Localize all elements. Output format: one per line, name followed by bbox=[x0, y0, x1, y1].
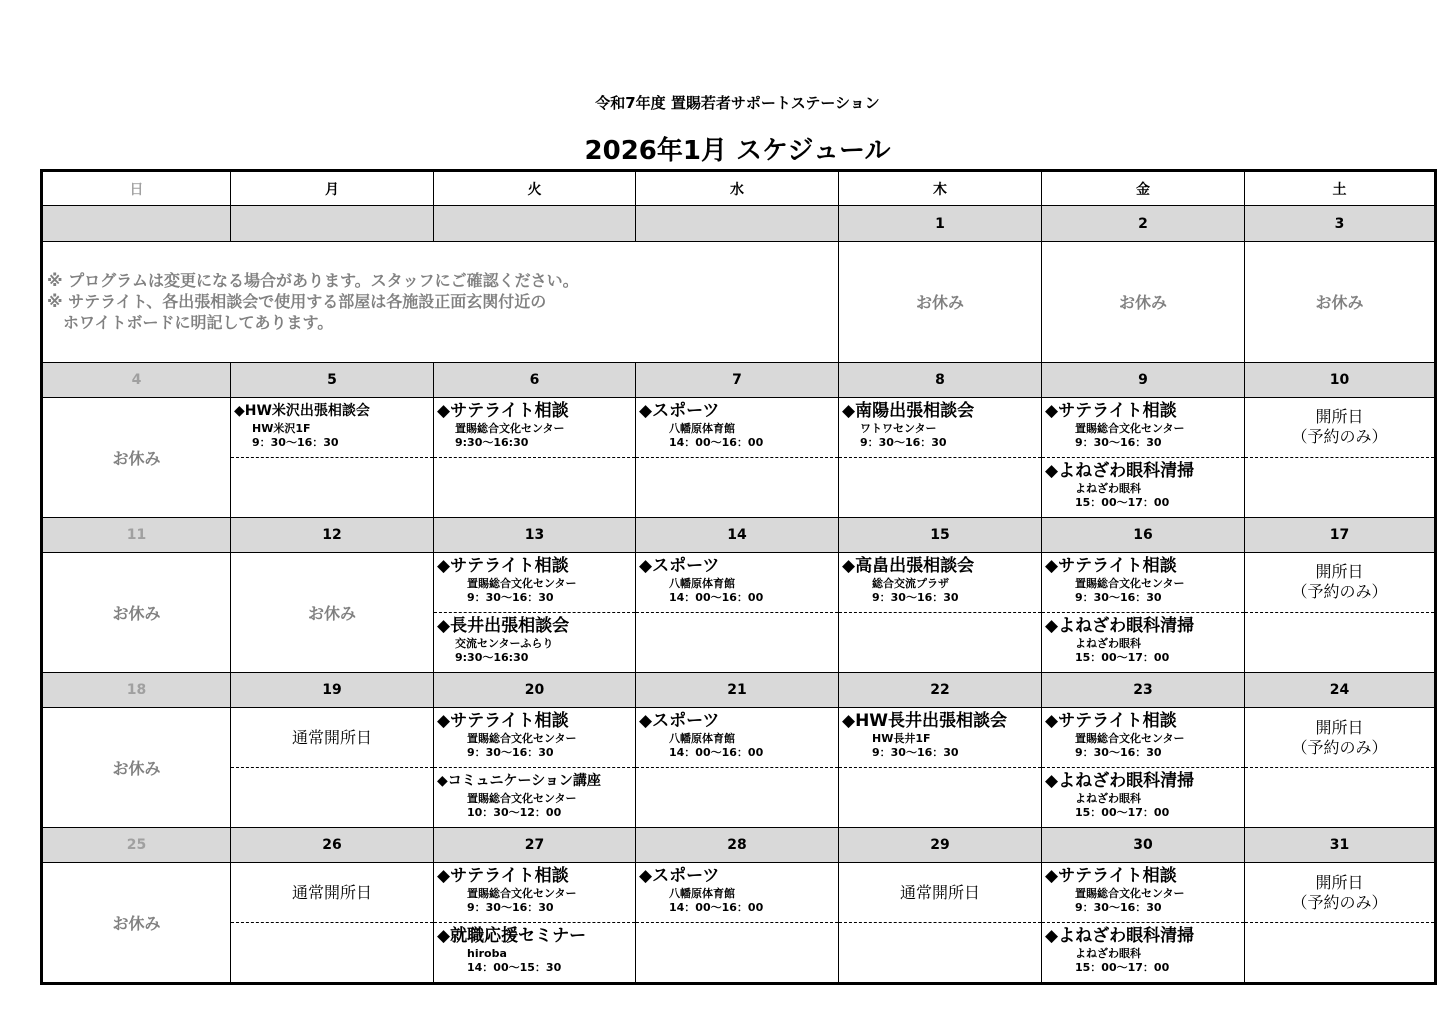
event-name: ◆就職応援セミナー bbox=[437, 926, 587, 947]
event-cell bbox=[1042, 923, 1245, 984]
date-cell bbox=[434, 206, 636, 241]
week1-content-row bbox=[42, 241, 1436, 362]
event-place: よねざわ眼科 bbox=[1075, 791, 1141, 805]
weekday-header-row bbox=[42, 171, 1436, 206]
event bbox=[636, 708, 838, 760]
week4-date-row bbox=[42, 672, 1436, 707]
weekday-wed: 水 bbox=[636, 171, 839, 206]
date-cell: 10 bbox=[1245, 362, 1436, 397]
event bbox=[1042, 458, 1244, 510]
date-cell: 23 bbox=[1042, 672, 1245, 707]
event-cell bbox=[1042, 863, 1245, 923]
empty-slot bbox=[636, 457, 839, 517]
open-day-cell bbox=[1245, 708, 1436, 768]
event-name: ◆サテライト相談 bbox=[437, 556, 569, 577]
closed-label: お休み bbox=[42, 708, 231, 828]
event-cell bbox=[434, 398, 636, 458]
weekday-thu: 木 bbox=[839, 171, 1042, 206]
week5-slot-bottom bbox=[42, 923, 1436, 984]
date-cell: 12 bbox=[231, 517, 434, 552]
week2-date-row bbox=[42, 362, 1436, 397]
event-cell bbox=[434, 863, 636, 923]
event-name: ◆HW長井出張相談会 bbox=[842, 711, 1008, 732]
date-cell: 15 bbox=[839, 517, 1042, 552]
date-cell: 5 bbox=[231, 362, 434, 397]
empty-slot bbox=[636, 923, 839, 984]
empty-slot bbox=[839, 612, 1042, 672]
event-name: ◆よねざわ眼科清掃 bbox=[1045, 926, 1195, 947]
event bbox=[1042, 553, 1244, 605]
weekday-fri: 金 bbox=[1042, 171, 1245, 206]
date-cell: 19 bbox=[231, 672, 434, 707]
event-cell bbox=[636, 708, 839, 768]
empty-slot bbox=[839, 457, 1042, 517]
date-cell: 11 bbox=[42, 517, 231, 552]
open-day-cell bbox=[1245, 553, 1436, 613]
regular-open-day: 通常開所日 bbox=[231, 863, 434, 923]
event-cell bbox=[1042, 457, 1245, 517]
event bbox=[434, 863, 635, 915]
weekday-tue: 火 bbox=[434, 171, 636, 206]
event bbox=[839, 398, 1041, 450]
event-place: 置賜総合文化センター bbox=[467, 732, 577, 746]
event-place: 八幡原体育館 bbox=[669, 577, 735, 591]
empty-slot bbox=[434, 457, 636, 517]
event-place: 置賜総合文化センター bbox=[1075, 732, 1185, 746]
date-cell: 14 bbox=[636, 517, 839, 552]
empty-slot bbox=[231, 923, 434, 984]
empty-slot bbox=[636, 767, 839, 827]
event-name: ◆長井出張相談会 bbox=[437, 615, 570, 636]
event-time: 9：30～16：30 bbox=[1075, 591, 1162, 605]
event-place: 置賜総合文化センター bbox=[1075, 422, 1185, 436]
week2-slot-bottom bbox=[42, 457, 1436, 517]
event-time: 14：00～16：00 bbox=[669, 591, 764, 605]
event-cell bbox=[231, 398, 434, 458]
weekday-sun: 日 bbox=[42, 171, 231, 206]
event-cell bbox=[1042, 708, 1245, 768]
date-cell: 2 bbox=[1042, 206, 1245, 241]
week5-date-row bbox=[42, 827, 1436, 862]
event bbox=[434, 613, 635, 665]
week1-date-row bbox=[42, 206, 1436, 241]
event-time: 9：30～16：30 bbox=[252, 436, 339, 450]
weekday-mon: 月 bbox=[231, 171, 434, 206]
date-cell: 27 bbox=[434, 827, 636, 862]
date-cell: 9 bbox=[1042, 362, 1245, 397]
event-place: 八幡原体育館 bbox=[669, 732, 735, 746]
event bbox=[1042, 768, 1244, 820]
reservation-only-label: （予約のみ） bbox=[1291, 737, 1388, 757]
event-cell bbox=[636, 863, 839, 923]
empty-slot bbox=[1245, 612, 1436, 672]
open-day-label: 開所日 bbox=[1315, 717, 1364, 737]
program-notice bbox=[42, 241, 839, 362]
event-place: 八幡原体育館 bbox=[669, 422, 735, 436]
event bbox=[434, 768, 635, 820]
reservation-only-label: （予約のみ） bbox=[1291, 427, 1388, 447]
event-place: ワトワセンター bbox=[860, 422, 937, 436]
week3-date-row bbox=[42, 517, 1436, 552]
event-time: 14：00～16：00 bbox=[669, 436, 764, 450]
week4-slot-top bbox=[42, 708, 1436, 768]
date-cell: 28 bbox=[636, 827, 839, 862]
event-place: 八幡原体育館 bbox=[669, 887, 735, 901]
event-cell bbox=[434, 767, 636, 827]
week5-slot-top bbox=[42, 863, 1436, 923]
closed-label: お休み bbox=[42, 553, 231, 673]
closed-label: お休み bbox=[42, 863, 231, 984]
event-cell bbox=[636, 553, 839, 613]
event-time: 14：00～16：00 bbox=[669, 901, 764, 915]
date-cell: 25 bbox=[42, 827, 231, 862]
open-day-cell bbox=[1245, 863, 1436, 923]
date-cell: 6 bbox=[434, 362, 636, 397]
event-cell bbox=[839, 398, 1042, 458]
date-cell: 7 bbox=[636, 362, 839, 397]
event bbox=[1042, 863, 1244, 915]
event-cell bbox=[839, 553, 1042, 613]
event-name: ◆高畠出張相談会 bbox=[842, 556, 975, 577]
empty-slot bbox=[231, 767, 434, 827]
event bbox=[1042, 613, 1244, 665]
event-name: ◆サテライト相談 bbox=[1045, 556, 1177, 577]
schedule-calendar bbox=[40, 169, 1437, 985]
event-place: よねざわ眼科 bbox=[1075, 947, 1141, 961]
event bbox=[434, 398, 635, 450]
event-name: ◆スポーツ bbox=[639, 401, 720, 422]
date-cell bbox=[42, 206, 231, 241]
event-name: ◆HW米沢出張相談会 bbox=[234, 403, 370, 420]
event-time: 9：30～16：30 bbox=[467, 746, 554, 760]
date-cell: 1 bbox=[839, 206, 1042, 241]
event-cell bbox=[1042, 553, 1245, 613]
event-place: 置賜総合文化センター bbox=[467, 887, 577, 901]
event bbox=[434, 553, 635, 605]
event-time: 9：30～16：30 bbox=[1075, 901, 1162, 915]
empty-slot bbox=[636, 612, 839, 672]
organization-subtitle: 令和7年度 置賜若者サポートステーション bbox=[595, 94, 880, 112]
event-time: 15：00～17：00 bbox=[1075, 495, 1170, 509]
notice-line: ※ サテライト、各出張相談会で使用する部屋は各施設正面玄関付近の bbox=[47, 292, 547, 312]
event-time: 10：30～12：00 bbox=[467, 805, 562, 819]
event bbox=[636, 398, 838, 450]
event bbox=[1042, 923, 1244, 975]
event-name: ◆サテライト相談 bbox=[437, 711, 569, 732]
event-cell bbox=[434, 923, 636, 984]
event-name: ◆スポーツ bbox=[639, 711, 720, 732]
event-time: 9：30～16：30 bbox=[872, 591, 959, 605]
event-name: ◆サテライト相談 bbox=[437, 866, 569, 887]
event-place: 置賜総合文化センター bbox=[467, 791, 577, 805]
event-time: 9：30～16：30 bbox=[467, 901, 554, 915]
event bbox=[434, 708, 635, 760]
event bbox=[434, 923, 635, 975]
closed-label: お休み bbox=[231, 553, 434, 673]
event-cell bbox=[434, 612, 636, 672]
event-time: 9：30～16：30 bbox=[1075, 436, 1162, 450]
event-time: 14：00～16：00 bbox=[669, 746, 764, 760]
event-place: よねざわ眼科 bbox=[1075, 481, 1141, 495]
date-cell: 18 bbox=[42, 672, 231, 707]
reservation-only-label: （予約のみ） bbox=[1291, 582, 1388, 602]
event bbox=[1042, 398, 1244, 450]
open-day-cell bbox=[1245, 398, 1436, 458]
event-cell bbox=[1042, 612, 1245, 672]
event-name: ◆サテライト相談 bbox=[1045, 711, 1177, 732]
event-place: 置賜総合文化センター bbox=[455, 422, 565, 436]
closed-label: お休み bbox=[839, 241, 1042, 362]
date-cell: 30 bbox=[1042, 827, 1245, 862]
page-title: 2026年1月 スケジュール bbox=[584, 136, 891, 166]
date-cell: 21 bbox=[636, 672, 839, 707]
weekday-sat: 土 bbox=[1245, 171, 1436, 206]
event-cell bbox=[839, 708, 1042, 768]
event-time: 15：00～17：00 bbox=[1075, 961, 1170, 975]
date-cell: 4 bbox=[42, 362, 231, 397]
event-cell bbox=[1042, 398, 1245, 458]
event-time: 9：30～16：30 bbox=[860, 436, 947, 450]
week3-slot-top bbox=[42, 553, 1436, 613]
closed-label: お休み bbox=[1245, 241, 1436, 362]
date-cell: 13 bbox=[434, 517, 636, 552]
empty-slot bbox=[1245, 457, 1436, 517]
event-time: 14：00～15：30 bbox=[467, 961, 562, 975]
event-place: 置賜総合文化センター bbox=[1075, 887, 1185, 901]
event bbox=[1042, 708, 1244, 760]
event-cell bbox=[434, 553, 636, 613]
open-day-label: 開所日 bbox=[1315, 872, 1364, 892]
date-cell: 8 bbox=[839, 362, 1042, 397]
event-time: 9:30～16:30 bbox=[455, 436, 529, 450]
event bbox=[839, 708, 1041, 760]
event-name: ◆よねざわ眼科清掃 bbox=[1045, 460, 1195, 481]
event-cell bbox=[1042, 767, 1245, 827]
event-place: hiroba bbox=[467, 947, 507, 961]
empty-slot bbox=[839, 767, 1042, 827]
event-name: ◆サテライト相談 bbox=[1045, 866, 1177, 887]
date-cell: 31 bbox=[1245, 827, 1436, 862]
week2-slot-top bbox=[42, 398, 1436, 458]
date-cell: 20 bbox=[434, 672, 636, 707]
event-cell bbox=[434, 708, 636, 768]
reservation-only-label: （予約のみ） bbox=[1291, 892, 1388, 912]
date-cell: 24 bbox=[1245, 672, 1436, 707]
empty-slot bbox=[1245, 767, 1436, 827]
date-cell: 29 bbox=[839, 827, 1042, 862]
event-time: 9：30～16：30 bbox=[872, 746, 959, 760]
event bbox=[839, 553, 1041, 605]
date-cell bbox=[231, 206, 434, 241]
event-name: ◆よねざわ眼科清掃 bbox=[1045, 615, 1195, 636]
event-name: ◆サテライト相談 bbox=[1045, 401, 1177, 422]
date-cell: 17 bbox=[1245, 517, 1436, 552]
notice-line: ※ プログラムは変更になる場合があります。スタッフにご確認ください。 bbox=[47, 271, 579, 291]
event-name: ◆南陽出張相談会 bbox=[842, 401, 975, 422]
event bbox=[636, 863, 838, 915]
open-day-label: 開所日 bbox=[1315, 407, 1364, 427]
event-place: 置賜総合文化センター bbox=[467, 577, 577, 591]
date-cell: 22 bbox=[839, 672, 1042, 707]
date-cell: 16 bbox=[1042, 517, 1245, 552]
closed-label: お休み bbox=[1042, 241, 1245, 362]
event-name: ◆サテライト相談 bbox=[437, 401, 569, 422]
event bbox=[231, 398, 433, 450]
event-place: よねざわ眼科 bbox=[1075, 636, 1141, 650]
event-place: 交流センターふらり bbox=[455, 636, 554, 650]
event-place: 総合交流プラザ bbox=[872, 577, 949, 591]
date-cell: 26 bbox=[231, 827, 434, 862]
event-time: 15：00～17：00 bbox=[1075, 650, 1170, 664]
date-cell: 3 bbox=[1245, 206, 1436, 241]
empty-slot bbox=[839, 923, 1042, 984]
open-day-label: 開所日 bbox=[1315, 562, 1364, 582]
event-place: HW米沢1F bbox=[252, 422, 311, 436]
week4-slot-bottom bbox=[42, 767, 1436, 827]
closed-label: お休み bbox=[42, 398, 231, 518]
event bbox=[636, 553, 838, 605]
event-name: ◆スポーツ bbox=[639, 556, 720, 577]
empty-slot bbox=[1245, 923, 1436, 984]
event-time: 9:30～16:30 bbox=[455, 650, 529, 664]
date-cell bbox=[636, 206, 839, 241]
event-name: ◆コミュニケーション講座 bbox=[437, 772, 601, 789]
event-name: ◆スポーツ bbox=[639, 866, 720, 887]
event-place: 置賜総合文化センター bbox=[1075, 577, 1185, 591]
empty-slot bbox=[231, 457, 434, 517]
event-cell bbox=[636, 398, 839, 458]
event-time: 9：30～16：30 bbox=[1075, 746, 1162, 760]
notice-line: ホワイトボードに明記してあります。 bbox=[47, 313, 334, 333]
event-time: 9：30～16：30 bbox=[467, 591, 554, 605]
event-time: 15：00～17：00 bbox=[1075, 805, 1170, 819]
regular-open-day: 通常開所日 bbox=[839, 863, 1042, 923]
regular-open-day: 通常開所日 bbox=[231, 708, 434, 768]
event-place: HW長井1F bbox=[872, 732, 931, 746]
event-name: ◆よねざわ眼科清掃 bbox=[1045, 770, 1195, 791]
